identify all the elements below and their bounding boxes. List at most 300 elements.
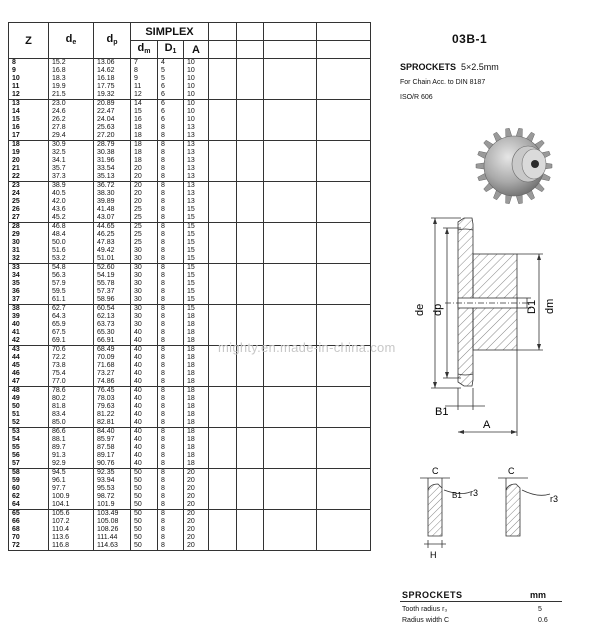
cell-dm: 7: [131, 59, 158, 68]
table-row: [9, 206, 371, 214]
cell-z: 58: [9, 469, 49, 478]
cell-dp: 38.30: [94, 190, 131, 198]
cell-z: 22: [9, 173, 49, 182]
cell-empty: [209, 190, 237, 198]
cell-empty: [264, 428, 317, 437]
cell-empty: [264, 280, 317, 288]
cell-empty: [317, 288, 371, 296]
cell-empty: [317, 272, 371, 280]
cell-empty: [209, 83, 237, 91]
cell-de: 59.5: [49, 288, 94, 296]
cell-z: 41: [9, 329, 49, 337]
cell-dm: 40: [131, 436, 158, 444]
cell-d1: 8: [158, 370, 184, 378]
cell-a: 10: [184, 100, 209, 109]
cell-empty: [264, 141, 317, 150]
cell-dp: 66.91: [94, 337, 131, 346]
table-row: [9, 493, 371, 501]
cell-dp: 28.79: [94, 141, 131, 150]
cell-a: 18: [184, 444, 209, 452]
cell-z: 46: [9, 370, 49, 378]
label-h: H: [430, 550, 437, 560]
cell-empty: [237, 157, 264, 165]
cell-a: 13: [184, 124, 209, 132]
cell-empty: [237, 116, 264, 124]
cell-z: 47: [9, 378, 49, 387]
table-row: [9, 75, 371, 83]
cell-de: 113.6: [49, 534, 94, 542]
cell-empty: [209, 510, 237, 519]
cell-empty: [317, 108, 371, 116]
cell-dp: 31.96: [94, 157, 131, 165]
cell-dm: 25: [131, 239, 158, 247]
cell-d1: 8: [158, 198, 184, 206]
cell-d1: 8: [158, 452, 184, 460]
table-row: [9, 173, 371, 182]
spec-title: SPROCKETS: [402, 590, 463, 600]
table-body: [9, 59, 371, 551]
sprocket-dimension-table: [8, 22, 371, 551]
cell-de: 97.7: [49, 485, 94, 493]
cell-empty: [209, 518, 237, 526]
cell-empty: [209, 75, 237, 83]
cell-d1: 8: [158, 173, 184, 182]
cell-empty: [237, 370, 264, 378]
cell-dm: 40: [131, 403, 158, 411]
cell-empty: [237, 510, 264, 519]
cell-de: 69.1: [49, 337, 94, 346]
cell-dp: 71.68: [94, 362, 131, 370]
cell-z: 20: [9, 157, 49, 165]
cell-d1: 8: [158, 362, 184, 370]
cell-dp: 105.08: [94, 518, 131, 526]
cell-empty: [209, 116, 237, 124]
cell-empty: [237, 173, 264, 182]
cell-empty: [317, 378, 371, 387]
cell-dp: 52.60: [94, 264, 131, 273]
cell-a: 18: [184, 428, 209, 437]
cell-dp: 82.81: [94, 419, 131, 428]
cell-empty: [237, 493, 264, 501]
cell-d1: 8: [158, 469, 184, 478]
cell-de: 42.0: [49, 198, 94, 206]
table-row: [9, 313, 371, 321]
cell-a: 13: [184, 173, 209, 182]
cell-dm: 15: [131, 108, 158, 116]
cell-empty: [317, 485, 371, 493]
header-empty-2: [237, 23, 264, 41]
cell-empty: [317, 428, 371, 437]
cell-empty: [209, 165, 237, 173]
table-row: [9, 460, 371, 469]
cell-a: 18: [184, 452, 209, 460]
cell-dp: 27.20: [94, 132, 131, 141]
cell-dp: 92.35: [94, 469, 131, 478]
cell-empty: [264, 116, 317, 124]
cell-dp: 84.40: [94, 428, 131, 437]
table-row: [9, 264, 371, 273]
cell-empty: [264, 83, 317, 91]
cell-empty: [264, 526, 317, 534]
cell-empty: [317, 329, 371, 337]
cell-empty: [209, 534, 237, 542]
cell-dp: 39.89: [94, 198, 131, 206]
table-row: [9, 67, 371, 75]
cell-de: 100.9: [49, 493, 94, 501]
cell-empty: [209, 493, 237, 501]
cell-d1: 8: [158, 444, 184, 452]
cell-z: 62: [9, 493, 49, 501]
table-row: [9, 100, 371, 109]
cell-empty: [264, 460, 317, 469]
cell-dp: 54.19: [94, 272, 131, 280]
cell-empty: [317, 67, 371, 75]
cell-z: 51: [9, 411, 49, 419]
cell-d1: 8: [158, 206, 184, 214]
cell-empty: [264, 534, 317, 542]
cell-empty: [264, 329, 317, 337]
cell-z: 25: [9, 198, 49, 206]
cell-d1: 8: [158, 378, 184, 387]
cell-z: 24: [9, 190, 49, 198]
cell-dm: 25: [131, 231, 158, 239]
cell-a: 10: [184, 91, 209, 100]
cell-de: 26.2: [49, 116, 94, 124]
table-row: [9, 182, 371, 191]
sprocket-photo: [474, 120, 562, 210]
cell-z: 18: [9, 141, 49, 150]
table-row: [9, 91, 371, 100]
cell-dp: 98.72: [94, 493, 131, 501]
cell-dp: 78.03: [94, 395, 131, 403]
table-row: [9, 436, 371, 444]
cell-empty: [237, 91, 264, 100]
cell-empty: [237, 190, 264, 198]
cell-empty: [264, 157, 317, 165]
cell-de: 96.1: [49, 477, 94, 485]
part-code: 03B-1: [452, 32, 488, 46]
cell-empty: [209, 231, 237, 239]
cell-a: 18: [184, 362, 209, 370]
table-row: [9, 469, 371, 478]
cell-empty: [237, 378, 264, 387]
cell-dp: 62.13: [94, 313, 131, 321]
cell-dp: 19.32: [94, 91, 131, 100]
cell-dp: 90.76: [94, 460, 131, 469]
cell-dp: 57.37: [94, 288, 131, 296]
cell-de: 30.9: [49, 141, 94, 150]
cell-empty: [237, 264, 264, 273]
cell-empty: [237, 534, 264, 542]
spec-row-radius-width: [402, 617, 562, 624]
cell-empty: [317, 411, 371, 419]
label-dp: dp: [432, 303, 444, 316]
cell-a: 15: [184, 296, 209, 305]
label-r3-left: r3: [470, 488, 479, 498]
cell-d1: 8: [158, 411, 184, 419]
cell-a: 13: [184, 198, 209, 206]
cell-empty: [264, 239, 317, 247]
cell-empty: [237, 132, 264, 141]
cell-a: 20: [184, 469, 209, 478]
cell-a: 10: [184, 59, 209, 68]
cell-z: 11: [9, 83, 49, 91]
cell-dp: 70.09: [94, 354, 131, 362]
cell-d1: 6: [158, 91, 184, 100]
table-row: [9, 428, 371, 437]
cell-empty: [264, 108, 317, 116]
cell-d1: 8: [158, 157, 184, 165]
cell-z: 35: [9, 280, 49, 288]
cell-a: 10: [184, 67, 209, 75]
cell-d1: 4: [158, 59, 184, 68]
cell-empty: [264, 477, 317, 485]
cell-a: 13: [184, 157, 209, 165]
cell-empty: [209, 280, 237, 288]
cell-empty: [317, 518, 371, 526]
cell-empty: [209, 296, 237, 305]
cell-z: 44: [9, 354, 49, 362]
cell-z: 17: [9, 132, 49, 141]
cell-dp: 30.38: [94, 149, 131, 157]
cell-a: 20: [184, 501, 209, 510]
cell-de: 81.8: [49, 403, 94, 411]
cell-d1: 8: [158, 280, 184, 288]
cell-dm: 40: [131, 395, 158, 403]
header-empty-5: [209, 41, 237, 59]
header-empty-8: [317, 41, 371, 59]
cell-d1: 8: [158, 477, 184, 485]
cell-a: 18: [184, 387, 209, 396]
cell-a: 15: [184, 231, 209, 239]
cell-empty: [237, 124, 264, 132]
cell-dm: 12: [131, 91, 158, 100]
cell-empty: [237, 387, 264, 396]
label-dm: dm: [544, 298, 556, 314]
cell-empty: [264, 75, 317, 83]
table-row: [9, 419, 371, 428]
cell-dm: 40: [131, 362, 158, 370]
chain-standard: For Chain Acc. to DIN 8187: [400, 79, 486, 86]
cell-a: 10: [184, 108, 209, 116]
label-de: de: [414, 303, 426, 316]
cell-empty: [264, 190, 317, 198]
cell-dp: 47.83: [94, 239, 131, 247]
cell-d1: 8: [158, 387, 184, 396]
cell-empty: [209, 477, 237, 485]
cell-d1: 8: [158, 395, 184, 403]
cell-z: 9: [9, 67, 49, 75]
cell-z: 29: [9, 231, 49, 239]
cell-z: 60: [9, 485, 49, 493]
cell-dp: 95.53: [94, 485, 131, 493]
cell-dp: 46.25: [94, 231, 131, 239]
cell-dp: 24.04: [94, 116, 131, 124]
cell-de: 104.1: [49, 501, 94, 510]
cell-de: 83.4: [49, 411, 94, 419]
cell-dm: 50: [131, 477, 158, 485]
cell-dm: 25: [131, 214, 158, 223]
cell-empty: [209, 124, 237, 132]
cell-empty: [237, 395, 264, 403]
cell-empty: [237, 305, 264, 314]
cell-empty: [209, 173, 237, 182]
table-row: [9, 526, 371, 534]
cell-de: 78.6: [49, 387, 94, 396]
cell-empty: [264, 362, 317, 370]
cell-empty: [209, 247, 237, 255]
cell-empty: [264, 493, 317, 501]
cell-empty: [237, 272, 264, 280]
cell-empty: [317, 165, 371, 173]
cell-empty: [209, 419, 237, 428]
cell-dm: 40: [131, 346, 158, 355]
cell-d1: 8: [158, 223, 184, 232]
cell-d1: 5: [158, 75, 184, 83]
cell-a: 10: [184, 75, 209, 83]
cell-empty: [237, 108, 264, 116]
product-title: [400, 62, 499, 72]
cell-a: 15: [184, 223, 209, 232]
cell-empty: [317, 182, 371, 191]
cell-dm: 40: [131, 411, 158, 419]
cell-empty: [264, 395, 317, 403]
table-row: [9, 534, 371, 542]
cell-dm: 30: [131, 313, 158, 321]
table-row: [9, 387, 371, 396]
cell-de: 70.6: [49, 346, 94, 355]
cell-dm: 11: [131, 83, 158, 91]
cell-dp: 65.30: [94, 329, 131, 337]
cell-empty: [264, 510, 317, 519]
cell-empty: [237, 165, 264, 173]
cell-d1: 8: [158, 182, 184, 191]
cell-d1: 8: [158, 214, 184, 223]
header-empty-6: [237, 41, 264, 59]
cell-d1: 8: [158, 428, 184, 437]
cell-empty: [209, 157, 237, 165]
cell-empty: [209, 108, 237, 116]
cell-z: 13: [9, 100, 49, 109]
cell-z: 26: [9, 206, 49, 214]
cell-empty: [237, 419, 264, 428]
cell-empty: [264, 518, 317, 526]
cell-dp: 33.54: [94, 165, 131, 173]
cell-d1: 6: [158, 83, 184, 91]
cell-dm: 20: [131, 182, 158, 191]
header-empty-1: [209, 23, 237, 41]
cell-d1: 8: [158, 124, 184, 132]
table-row: [9, 255, 371, 264]
cell-empty: [209, 206, 237, 214]
cell-empty: [264, 223, 317, 232]
cell-empty: [237, 296, 264, 305]
cell-de: 35.7: [49, 165, 94, 173]
cell-empty: [317, 477, 371, 485]
cell-empty: [264, 247, 317, 255]
cell-empty: [209, 354, 237, 362]
cell-empty: [209, 239, 237, 247]
cell-empty: [264, 214, 317, 223]
cell-z: 10: [9, 75, 49, 83]
cell-empty: [209, 321, 237, 329]
cell-empty: [264, 272, 317, 280]
cell-z: 16: [9, 124, 49, 132]
cell-z: 19: [9, 149, 49, 157]
cell-dm: 50: [131, 510, 158, 519]
header-d1: $D_1$: [158, 41, 184, 59]
cell-empty: [209, 149, 237, 157]
header-z: Z: [9, 23, 49, 59]
table-row: [9, 198, 371, 206]
cell-dm: 50: [131, 542, 158, 551]
cell-a: 20: [184, 485, 209, 493]
cell-dp: 68.49: [94, 346, 131, 355]
cell-empty: [209, 387, 237, 396]
cell-empty: [317, 436, 371, 444]
cell-de: 48.4: [49, 231, 94, 239]
table-row: [9, 124, 371, 132]
cell-empty: [209, 362, 237, 370]
cell-z: 52: [9, 419, 49, 428]
cell-dp: 108.26: [94, 526, 131, 534]
cell-empty: [237, 354, 264, 362]
cell-de: 16.8: [49, 67, 94, 75]
cell-d1: 8: [158, 255, 184, 264]
cell-d1: 8: [158, 313, 184, 321]
cell-dm: 30: [131, 255, 158, 264]
cell-empty: [317, 59, 371, 68]
cell-de: 56.3: [49, 272, 94, 280]
cell-empty: [317, 75, 371, 83]
cell-de: 50.0: [49, 239, 94, 247]
cell-empty: [317, 83, 371, 91]
cell-empty: [237, 460, 264, 469]
cell-dm: 40: [131, 329, 158, 337]
cell-dp: 76.45: [94, 387, 131, 396]
cell-empty: [317, 214, 371, 223]
cell-a: 13: [184, 182, 209, 191]
cell-empty: [237, 239, 264, 247]
table-row: [9, 378, 371, 387]
cell-de: 65.9: [49, 321, 94, 329]
cell-empty: [317, 321, 371, 329]
cell-dp: 14.62: [94, 67, 131, 75]
cell-dm: 50: [131, 534, 158, 542]
cell-empty: [237, 141, 264, 150]
cell-empty: [209, 370, 237, 378]
cell-empty: [237, 100, 264, 109]
cell-a: 20: [184, 510, 209, 519]
cell-empty: [237, 255, 264, 264]
cell-empty: [264, 378, 317, 387]
cell-empty: [237, 444, 264, 452]
cell-empty: [237, 526, 264, 534]
cell-a: 15: [184, 280, 209, 288]
cell-empty: [209, 67, 237, 75]
cell-z: 33: [9, 264, 49, 273]
cell-dm: 30: [131, 272, 158, 280]
cell-d1: 8: [158, 141, 184, 150]
cell-de: 86.6: [49, 428, 94, 437]
cell-de: 62.7: [49, 305, 94, 314]
cell-de: 72.2: [49, 354, 94, 362]
cell-dp: 89.17: [94, 452, 131, 460]
cell-empty: [209, 223, 237, 232]
table-row: [9, 321, 371, 329]
cell-dm: 18: [131, 157, 158, 165]
cell-empty: [264, 165, 317, 173]
